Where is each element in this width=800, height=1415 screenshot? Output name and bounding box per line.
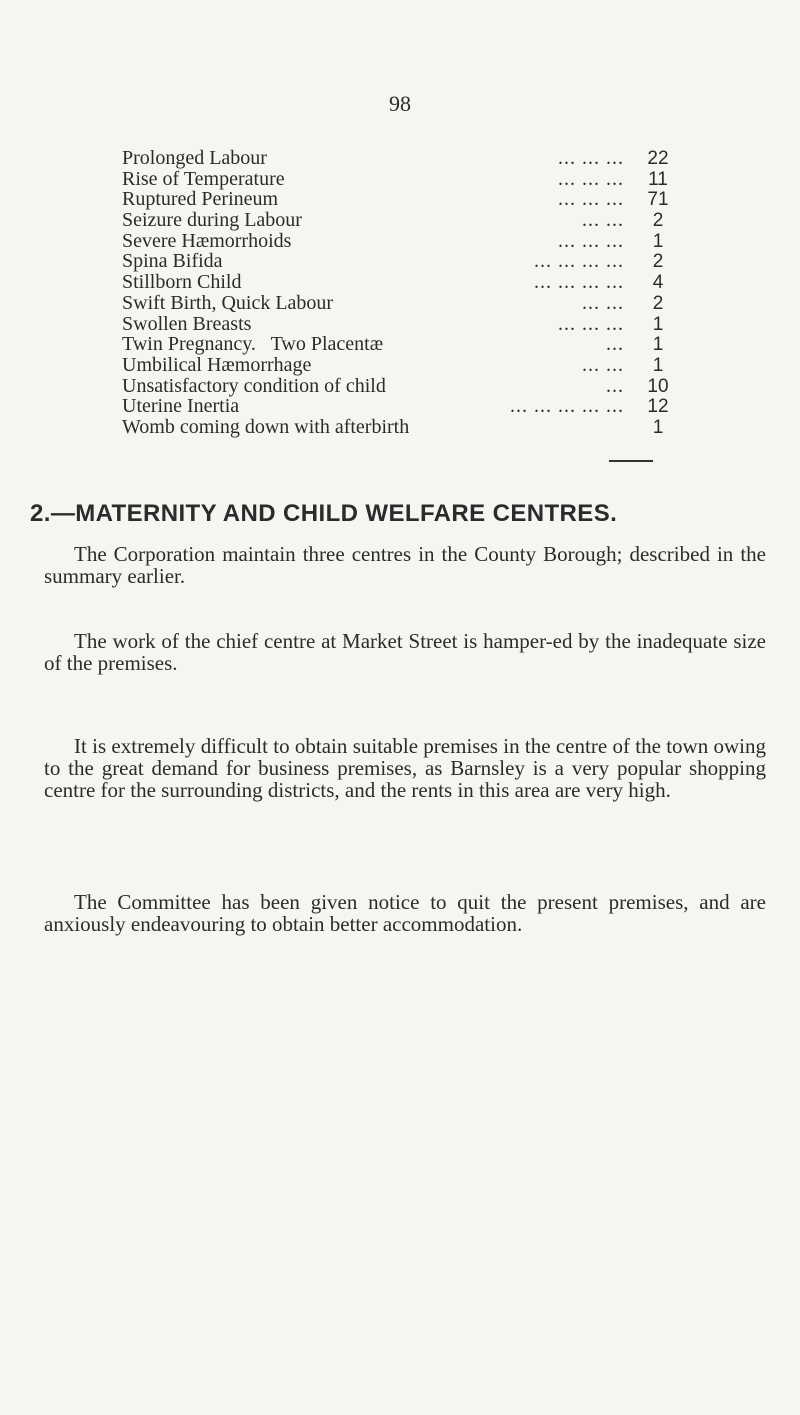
row-value: 22	[647, 148, 669, 169]
row-value: 4	[652, 272, 664, 294]
row-label: Umbilical Hæmorrhage	[122, 353, 312, 376]
leader-dots: ... ...	[582, 292, 624, 314]
table-row	[122, 210, 682, 231]
table-row	[122, 417, 682, 438]
table-row	[122, 169, 682, 190]
row-value: 11	[648, 168, 668, 190]
total-rule	[609, 460, 653, 462]
row-label: Twin Pregnancy. Two Placentæ	[122, 333, 384, 356]
row-value: 10	[647, 375, 669, 397]
leader-dots: ... ...	[582, 210, 624, 231]
complications-table	[122, 148, 682, 438]
table-row	[122, 251, 682, 272]
row-label: Stillborn Child	[122, 271, 242, 294]
leader-dots: ... ... ...	[558, 148, 624, 169]
body-paragraph: The Corporation maintain three centres in the County Borough; described in the summary earlier.	[44, 542, 766, 588]
row-value: 1	[652, 416, 664, 438]
row-label: Womb coming down with afterbirth	[122, 415, 410, 438]
row-value: 1	[652, 334, 664, 356]
leader-dots: ... ... ...	[558, 313, 624, 335]
body-paragraph: It is extremely difficult to obtain suitable premises in the centre of the town owing to the great demand for business premises, as Barnsley is a very popular shopping centre for the surrounding districts, and the rents in this area are very high.	[44, 734, 766, 802]
leader-dots: ... ... ... ...	[534, 251, 624, 273]
table-row	[122, 272, 682, 293]
row-label: Rise of Temperature	[122, 167, 285, 190]
row-value: 1	[652, 230, 664, 252]
row-label: Swift Birth, Quick Labour	[122, 291, 334, 314]
page-number: 98	[389, 91, 411, 116]
row-label: Uterine Inertia	[122, 395, 240, 418]
table-row	[122, 231, 682, 252]
row-label: Unsatisfactory condition of child	[122, 374, 386, 397]
row-value: 2	[652, 251, 664, 273]
leader-dots: ... ... ...	[558, 168, 624, 190]
leader-dots: ... ...	[582, 354, 624, 376]
body-paragraph: The Committee has been given notice to quit the present premises, and are anxiously endeavouring to obtain better accommodation.	[44, 890, 766, 936]
row-label: Prolonged Labour	[122, 147, 267, 169]
row-value: 71	[647, 189, 669, 211]
table-row	[122, 314, 682, 335]
leader-dots: ... ... ...	[558, 189, 624, 211]
table-row	[122, 293, 682, 314]
row-value: 1	[652, 354, 664, 376]
leader-dots: ... ... ... ... ...	[510, 396, 624, 417]
leader-dots: ... ... ...	[558, 230, 624, 252]
section-heading: 2.—MATERNITY AND CHILD WELFARE CENTRES.	[30, 500, 618, 527]
row-label: Ruptured Perineum	[122, 188, 279, 211]
table-row	[122, 148, 682, 169]
leader-dots: ...	[606, 334, 624, 355]
row-value: 1	[652, 313, 664, 335]
leader-dots: ... ... ... ...	[534, 272, 624, 293]
table-row	[122, 396, 682, 417]
row-value: 2	[652, 210, 664, 232]
table-row	[122, 355, 682, 376]
body-paragraph: The work of the chief centre at Market Street is hamper-ed by the inadequate size of the premises.	[44, 629, 766, 675]
table-row	[122, 189, 682, 210]
row-value: 12	[647, 396, 669, 418]
row-value: 2	[652, 292, 664, 314]
row-label: Severe Hæmorrhoids	[122, 229, 292, 252]
row-label: Seizure during Labour	[122, 209, 302, 232]
table-row	[122, 334, 682, 355]
leader-dots: ...	[606, 375, 624, 397]
row-label: Swollen Breasts	[122, 312, 252, 335]
row-label: Spina Bifida	[122, 250, 223, 273]
table-row	[122, 376, 682, 397]
